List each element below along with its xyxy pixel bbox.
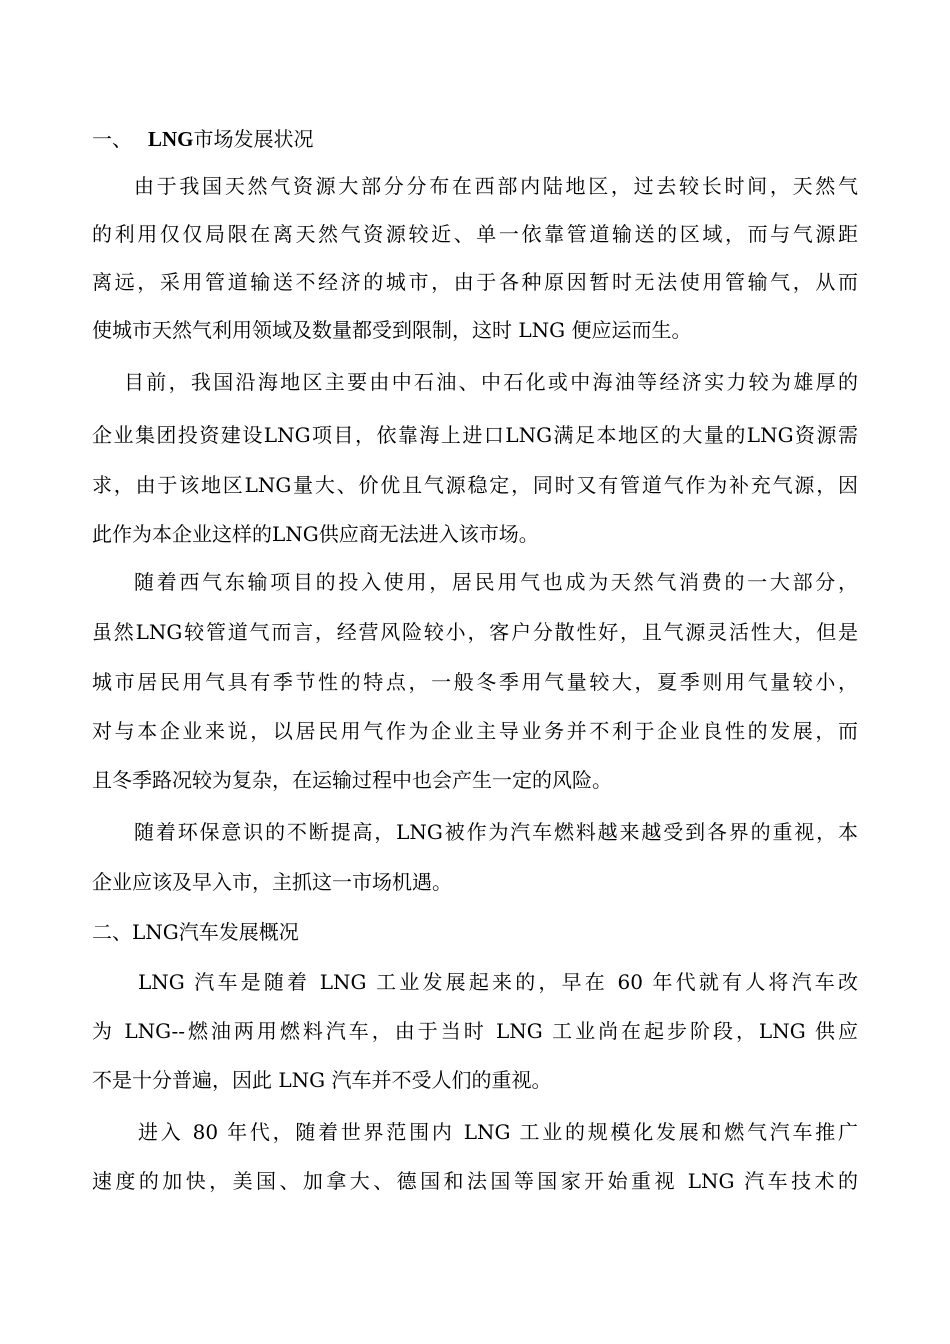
paragraph-line: 城市居民用气具有季节性的特点，一般冬季用气量较大，夏季则用气量较小，: [92, 670, 858, 694]
paragraph-line: 此作为本企业这样的LNG供应商无法进入该市场。: [92, 522, 539, 546]
paragraph-line: 使城市天然气利用领域及数量都受到限制，这时 LNG 便应运而生。: [92, 318, 692, 342]
paragraph-line: 求，由于该地区LNG量大、价优且气源稳定，同时又有管道气作为补充气源，因: [92, 473, 858, 497]
section-title-text: 市场发展状况: [193, 127, 314, 151]
paragraph-line: 目前，我国沿海地区主要由中石油、中石化或中海油等经济实力较为雄厚的: [124, 370, 858, 394]
paragraph-line: 为 LNG--燃油两用燃料汽车，由于当时 LNG 工业尚在起步阶段，LNG 供应: [92, 1019, 858, 1043]
paragraph-line: 速度的加快，美国、加拿大、德国和法国等国家开始重视 LNG 汽车技术的: [92, 1169, 858, 1193]
paragraph-line: 企业应该及早入市，主抓这一市场机遇。: [92, 870, 452, 894]
section-heading-1: [92, 127, 314, 151]
paragraph-line: 进入 80 年代，随着世界范围内 LNG 工业的规模化发展和燃气汽车推广: [138, 1120, 858, 1144]
paragraph-line: 虽然LNG较管道气而言，经营风险较小，客户分散性好，且气源灵活性大，但是: [92, 620, 858, 644]
section-number: 一、: [92, 127, 132, 151]
paragraph-line: 且冬季路况较为复杂，在运输过程中也会产生一定的风险。: [92, 768, 612, 792]
paragraph-line: 企业集团投资建设LNG项目，依靠海上进口LNG满足本地区的大量的LNG资源需: [92, 423, 858, 447]
paragraph-line: 对与本企业来说，以居民用气作为企业主导业务并不利于企业良性的发展，而: [92, 719, 858, 743]
paragraph-line: 随着西气东输项目的投入使用，居民用气也成为天然气消费的一大部分，: [134, 570, 858, 594]
section-heading-2: 二、LNG汽车发展概况: [92, 920, 299, 944]
paragraph-line: 随着环保意识的不断提高，LNG被作为汽车燃料越来越受到各界的重视，本: [134, 820, 858, 844]
paragraph-line: 的利用仅仅局限在离天然气资源较近、单一依靠管道输送的区域，而与气源距: [92, 222, 858, 246]
paragraph-line: 由于我国天然气资源大部分分布在西部内陆地区，过去较长时间，天然气: [134, 174, 858, 198]
paragraph-line: 不是十分普遍，因此 LNG 汽车并不受人们的重视。: [92, 1068, 552, 1092]
paragraph-line: LNG 汽车是随着 LNG 工业发展起来的，早在 60 年代就有人将汽车改: [138, 970, 858, 994]
paragraph-line: 离远，采用管道输送不经济的城市，由于各种原因暂时无法使用管输气，从而: [92, 270, 858, 294]
section-title-lng: LNG: [148, 127, 194, 151]
